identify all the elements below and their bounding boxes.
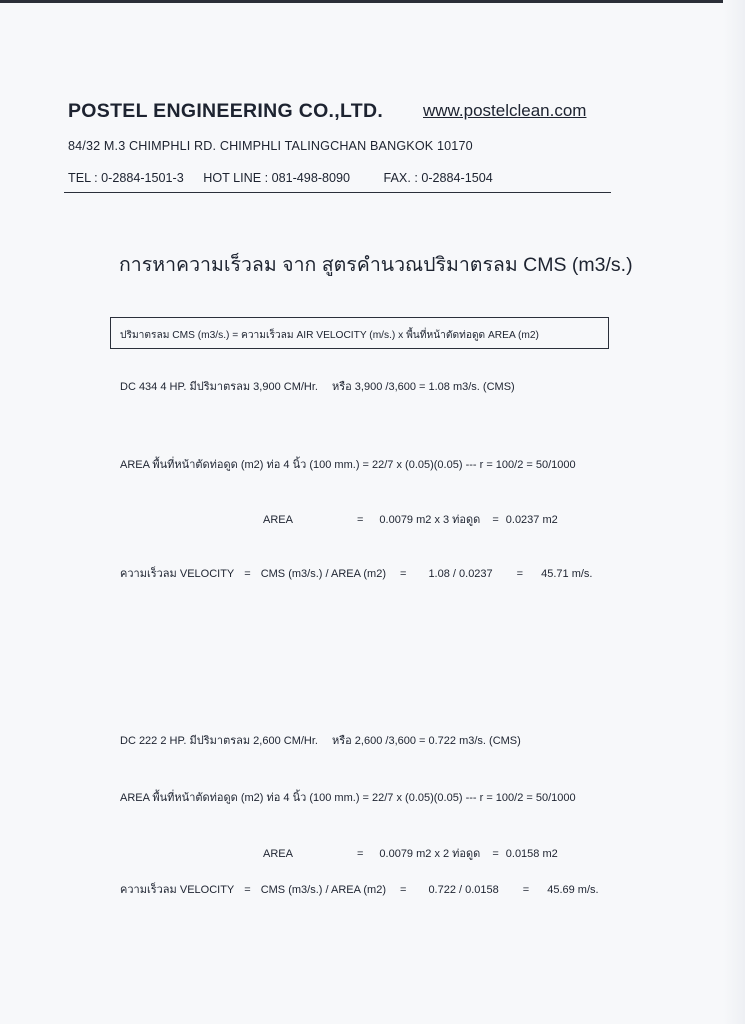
calc2-cms-conversion: หรือ 2,600 /3,600 = 0.722 m3/s. (CMS)	[331, 735, 521, 747]
calc1-area-result	[263, 510, 558, 528]
calc1-velocity-formula: CMS (m3/s.) / AREA (m2)	[260, 568, 386, 580]
company-address: 84/32 M.3 CHIMPHLI RD. CHIMPHLI TALINGCHAN BANGKOK 10170	[68, 139, 473, 153]
equals-sign: =	[400, 884, 407, 896]
equals-sign: =	[516, 568, 524, 580]
telephone: TEL : 0-2884-1501-3	[68, 171, 184, 185]
calc1-model-line	[120, 377, 515, 395]
equals-sign: =	[492, 848, 499, 860]
equals-sign: =	[244, 568, 251, 580]
website-link[interactable]: www.postelclean.com	[423, 101, 587, 120]
equals-sign: =	[356, 514, 364, 526]
calc1-velocity-calc: 1.08 / 0.0237	[428, 568, 493, 580]
page-title: การหาความเร็วลม จาก สูตรคำนวณปริมาตรลม CMS (m3/s.)	[119, 254, 633, 276]
equals-sign: =	[522, 884, 530, 896]
calc1-area-total: 0.0237 m2	[505, 514, 558, 526]
calc2-area-total: 0.0158 m2	[505, 848, 558, 860]
calc2-area-value: 0.0079 m2 x 2 ท่อดูด	[379, 848, 481, 860]
calc1-cms-conversion: หรือ 3,900 /3,600 = 1.08 m3/s. (CMS)	[331, 381, 515, 393]
calc2-velocity-calc: 0.722 / 0.0158	[428, 884, 499, 896]
equals-sign: =	[356, 848, 364, 860]
equals-sign: =	[244, 884, 251, 896]
equals-sign: =	[492, 514, 499, 526]
scan-edge	[0, 0, 745, 3]
calc1-velocity-line	[120, 564, 592, 582]
header-divider	[64, 192, 611, 193]
calc1-area-value: 0.0079 m2 x 3 ท่อดูด	[379, 514, 481, 526]
calc2-velocity-result: 45.69 m/s.	[547, 884, 599, 896]
company-name: POSTEL ENGINEERING CO.,LTD.	[68, 100, 384, 122]
scan-shadow	[723, 0, 745, 1024]
calc1-model-spec: DC 434 4 HP. มีปริมาตรลม 3,900 CM/Hr.	[120, 381, 318, 393]
calc1-velocity-label: ความเร็วลม VELOCITY	[120, 568, 235, 580]
calc1-area-label: AREA	[263, 514, 293, 526]
equals-sign: =	[400, 568, 407, 580]
calc2-area-formula: AREA พื้นที่หน้าตัดท่อดูด (m2) ท่อ 4 นิ้ว (100 mm.) = 22/7 x (0.05)(0.05) --- r = 100/2 = 50/1000	[120, 792, 576, 804]
calc2-area-result	[263, 844, 558, 862]
calc2-velocity-line	[120, 880, 599, 898]
calc1-velocity-result: 45.71 m/s.	[541, 568, 593, 580]
calc1-area-formula: AREA พื้นที่หน้าตัดท่อดูด (m2) ท่อ 4 นิ้ว (100 mm.) = 22/7 x (0.05)(0.05) --- r = 100/2 = 50/1000	[120, 459, 576, 471]
calc2-velocity-formula: CMS (m3/s.) / AREA (m2)	[260, 884, 386, 896]
contact-line	[68, 171, 493, 185]
calc2-area-label: AREA	[263, 848, 293, 860]
calc2-model-line	[120, 731, 521, 749]
fax: FAX. : 0-2884-1504	[383, 171, 493, 185]
formula-text: ปริมาตรลม CMS (m3/s.) = ความเร็วลม AIR VELOCITY (m/s.) x พื้นที่หน้าตัดท่อดูด AREA (m2)	[120, 330, 539, 341]
calc2-model-spec: DC 222 2 HP. มีปริมาตรลม 2,600 CM/Hr.	[120, 735, 318, 747]
calc2-velocity-label: ความเร็วลม VELOCITY	[120, 884, 235, 896]
hotline: HOT LINE : 081-498-8090	[203, 171, 351, 185]
